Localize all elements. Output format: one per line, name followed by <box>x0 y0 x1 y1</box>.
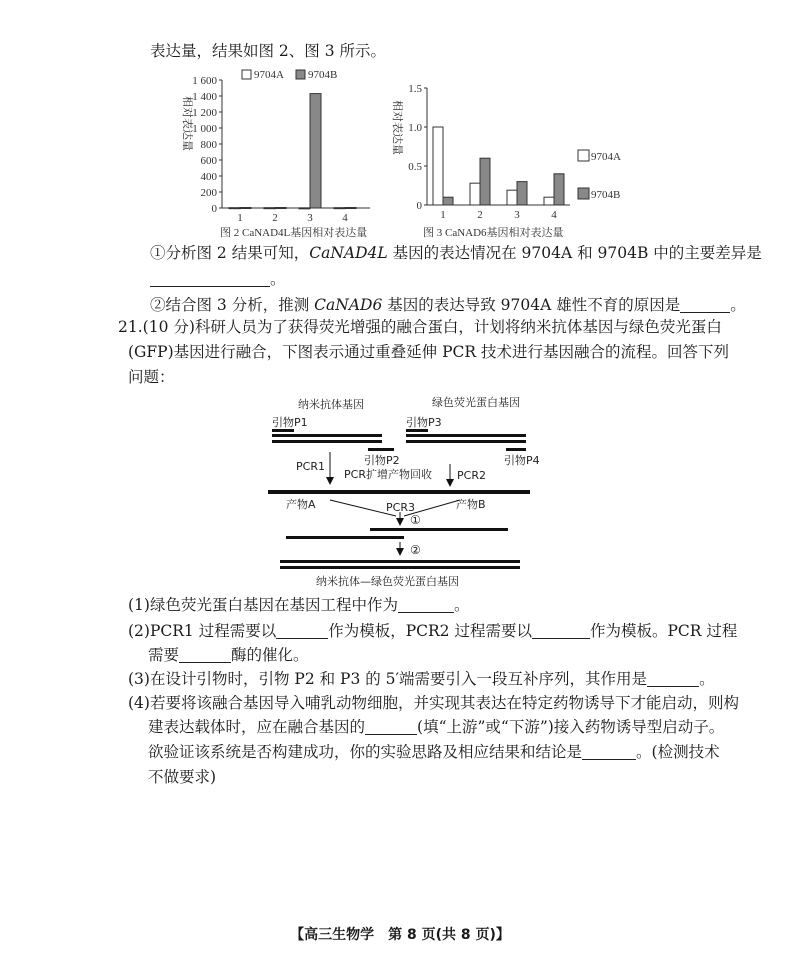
q21-s4-line3 <box>148 741 720 763</box>
intro-line: 表达量，结果如图 2、图 3 所示。 <box>150 42 387 60</box>
legend-swatch-9704B <box>296 70 305 79</box>
q21-s2-answer-blank-3[interactable] <box>179 646 231 663</box>
q21-s2-text-a: (2)PCR1 过程需要以 <box>128 622 277 640</box>
nano-gene-strand-bottom <box>272 440 382 443</box>
bar-9704B-3 <box>310 94 321 208</box>
bar-9704A-4 <box>544 197 554 205</box>
q21-s2-text-e: 酶的催化。 <box>231 646 309 664</box>
primer-p4-bar <box>506 448 526 451</box>
label-nano-gene: 纳米抗体基因 <box>298 398 364 411</box>
q21-s2-text-c: 作为模板。PCR 过程 <box>589 622 738 640</box>
label-product-a: 产物A <box>286 498 316 511</box>
y-tick-label: 0.5 <box>408 161 422 173</box>
label-recovery: PCR扩增产物回收 <box>344 468 432 481</box>
arrow-pcr1 <box>326 477 334 485</box>
figure-3-ylabel: 相对表达量 <box>391 100 403 155</box>
q21-stem-1: (10 分)科研人员为了获得荧光增强的融合蛋白，计划将纳米抗体基因与绿色荧光蛋白 <box>142 318 722 336</box>
y-tick-label: 0 <box>416 200 422 212</box>
q20-sub1-line2 <box>150 268 286 290</box>
fusion-gene-strand-top <box>280 560 520 563</box>
q21-s3-answer-blank[interactable] <box>647 670 699 687</box>
q21-s2-text-d: 需要 <box>148 646 180 664</box>
y-tick-label: 800 <box>200 139 217 151</box>
arrow-pcr3 <box>396 518 404 526</box>
gfp-gene-strand-bottom <box>406 440 526 443</box>
arrow-step2 <box>396 548 404 556</box>
q20-sub2-answer-blank[interactable] <box>680 296 730 313</box>
legend-label-9704B: 9704B <box>591 189 621 201</box>
q20-sub2-end: 。 <box>730 296 746 314</box>
bar-9704B-2 <box>480 158 490 205</box>
nano-gene-strand-top <box>272 434 382 437</box>
x-tick-label: 2 <box>272 212 278 224</box>
label-step2: ② <box>410 543 421 557</box>
q20-sub2-text-b: 基因的表达导致 9704A 雄性不育的原因是 <box>382 296 681 314</box>
y-tick-label: 0 <box>211 203 217 215</box>
q21-number: 21. <box>118 318 143 336</box>
overlap-strand-top <box>370 528 508 531</box>
product-b-strand <box>400 490 530 494</box>
y-tick-label: 200 <box>200 187 217 199</box>
label-step1: ① <box>410 513 421 527</box>
q21-s4-text-b: (填“上游”或“下游”)接入药物诱导型启动子。 <box>417 718 725 736</box>
label-pcr2: PCR2 <box>457 469 486 482</box>
y-tick-label: 1 600 <box>192 75 217 87</box>
q21-line1 <box>118 316 722 338</box>
label-product-b: 产物B <box>456 498 486 511</box>
bar-9704A-3 <box>507 190 517 205</box>
q21-s4-text-a: 建表达载体时，应在融合基因的 <box>148 718 366 736</box>
q20-sub2-text-a: ②结合图 3 分析，推测 <box>150 296 315 314</box>
label-primer-p3: 引物P3 <box>406 416 442 429</box>
q21-s4-answer-blank-1[interactable] <box>365 718 417 735</box>
bar-9704A-1 <box>433 127 443 205</box>
x-tick-label: 1 <box>440 209 446 221</box>
q20-sub1-gene: CaNAD4L <box>309 244 388 262</box>
x-tick-label: 4 <box>551 209 557 221</box>
label-pcr1: PCR1 <box>296 460 325 473</box>
y-tick-label: 1.0 <box>408 122 422 134</box>
label-primer-p4: 引物P4 <box>504 454 540 467</box>
q21-s1-text: (1)绿色荧光蛋白基因在基因工程中作为 <box>128 596 398 614</box>
legend-label-9704B: 9704B <box>308 69 338 81</box>
y-tick-label: 1 200 <box>192 107 217 119</box>
x-tick-label: 1 <box>237 212 243 224</box>
figure-2-chart <box>170 66 380 244</box>
x-tick-label: 2 <box>477 209 483 221</box>
primer-p3-bar <box>406 429 428 432</box>
product-a-strand <box>268 490 404 494</box>
legend-swatch-9704A <box>242 70 251 79</box>
q21-s4-text-c: 欲验证该系统是否构建成功，你的实验思路及相应结果和结论是 <box>148 743 583 761</box>
q20-sub1-text-b: 基因的表达情况在 9704A 和 9704B 中的主要差异是 <box>387 244 762 262</box>
primer-p2-bar <box>368 448 394 451</box>
q21-s4-line2 <box>148 716 724 738</box>
q21-s4-text-d: 。(检测技术 <box>636 743 720 761</box>
q21-s3-line <box>128 668 715 690</box>
q21-s2-line2 <box>148 644 309 666</box>
q20-sub2-line <box>150 294 746 316</box>
label-fusion-gene: 纳米抗体—绿色荧光蛋白基因 <box>316 575 459 588</box>
q21-s2-line1 <box>128 620 737 642</box>
y-tick-label: 1.5 <box>408 83 422 95</box>
q20-sub1-answer-blank[interactable] <box>150 270 270 287</box>
q21-s1-answer-blank[interactable] <box>398 596 454 613</box>
primer-p1-bar <box>272 429 294 432</box>
q20-sub1-line1 <box>150 242 762 264</box>
x-tick-label: 3 <box>514 209 520 221</box>
legend-swatch-9704A <box>578 150 589 161</box>
x-tick-label: 4 <box>342 212 348 224</box>
label-primer-p2: 引物P2 <box>364 454 400 467</box>
bar-9704A-2 <box>470 183 480 205</box>
page-footer: 【高三生物学 第 8 页(共 8 页)】 <box>290 927 510 943</box>
q21-s1-line <box>128 594 469 616</box>
gfp-gene-strand-top <box>406 434 526 437</box>
overlap-pcr-diagram <box>260 392 550 592</box>
q20-sub1-text-a: ①分析图 2 结果可知， <box>150 244 310 262</box>
figure-2-ylabel: 相对表达量 <box>181 96 193 151</box>
figure-3-chart <box>385 78 645 244</box>
q21-line3: 问题： <box>128 368 175 386</box>
q21-s2-answer-blank-2[interactable] <box>532 622 590 639</box>
fusion-gene-strand-bottom <box>280 566 520 569</box>
q21-line2: (GFP)基因进行融合，下图表示通过重叠延伸 PCR 技术进行基因融合的流程。回答下列 <box>128 343 729 361</box>
q21-s4-answer-blank-2[interactable] <box>582 743 636 760</box>
figure-3-title: 图 3 CaNAD6基因相对表达量 <box>423 227 564 239</box>
y-tick-label: 400 <box>200 171 217 183</box>
bar-9704B-4 <box>554 174 564 205</box>
q21-s4-line1: (4)若要将该融合基因导入哺乳动物细胞，并实现其表达在特定药物诱导下才能启动，则构 <box>128 694 739 712</box>
q21-s2-answer-blank-1[interactable] <box>276 622 328 639</box>
y-tick-label: 600 <box>200 155 217 167</box>
legend-label-9704A: 9704A <box>254 69 284 81</box>
q20-sub2-gene: CaNAD6 <box>314 296 383 314</box>
q21-s1-end: 。 <box>453 596 470 614</box>
label-primer-p1: 引物P1 <box>272 416 308 429</box>
legend-label-9704A: 9704A <box>591 151 621 163</box>
legend-swatch-9704B <box>578 188 589 199</box>
overlap-strand-bottom <box>286 536 404 539</box>
q21-s4-line4: 不做要求) <box>148 768 217 786</box>
q21-s3-text: (3)在设计引物时，引物 P2 和 P3 的 5′端需要引入一段互补序列，其作用是 <box>128 670 648 688</box>
arrow-pcr2 <box>446 479 454 487</box>
label-gfp-gene: 绿色荧光蛋白基因 <box>432 396 520 409</box>
q20-sub1-end: 。 <box>270 270 286 288</box>
y-tick-label: 1 000 <box>192 123 217 135</box>
q21-s2-text-b: 作为模板，PCR2 过程需要以 <box>328 622 532 640</box>
q21-s3-end: 。 <box>699 670 715 688</box>
y-tick-label: 1 400 <box>192 91 217 103</box>
figure-2-title: 图 2 CaNAD4L基因相对表达量 <box>220 227 368 239</box>
label-pcr3: PCR3 <box>386 501 415 514</box>
bar-9704B-1 <box>443 197 453 205</box>
bar-9704B-3 <box>517 182 527 205</box>
x-tick-label: 3 <box>307 212 313 224</box>
